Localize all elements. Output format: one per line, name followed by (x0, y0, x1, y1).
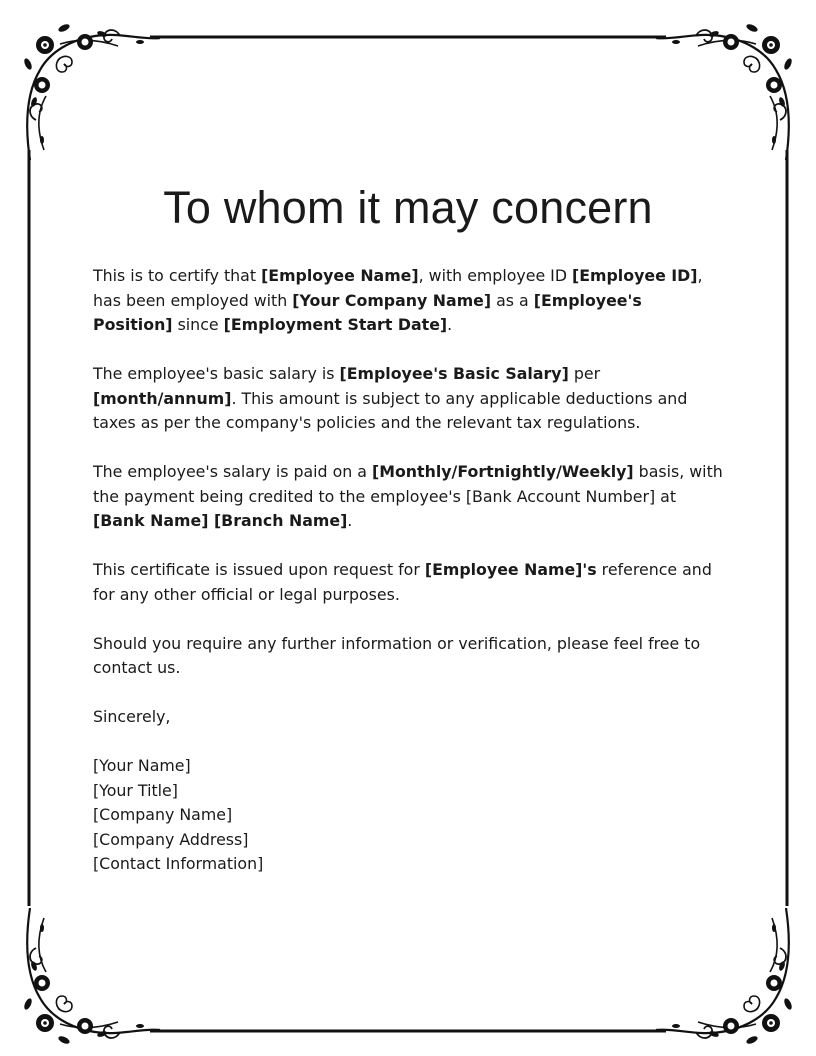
text-segment: . (447, 315, 453, 334)
text-segment: , with employee ID (418, 266, 573, 285)
text-segment: This certificate is issued upon request for (93, 560, 425, 579)
text-segment: . This amount is subject to any applicable deductions and taxes as per the company's policies and the relevant tax regulations. (93, 388, 688, 432)
text-segment: This is to certify that (93, 266, 262, 285)
placeholder-period: [month/annum] (93, 388, 232, 408)
signature-company-name: [Company Name] (93, 805, 233, 824)
text-segment: Should you require any further information or verification, please feel free to contact us. (93, 633, 701, 677)
paragraph-salary (93, 362, 723, 436)
placeholder-basic-salary: [Employee's Basic Salary] (339, 364, 569, 383)
text-segment: basis, with the payment being credited to the employee's [Bank Account Number] at (93, 462, 723, 506)
closing-salutation (93, 705, 723, 730)
text-segment: , has been employed with (93, 266, 703, 310)
corner-ornament-top-left (23, 23, 160, 160)
text-segment: as a (491, 290, 534, 310)
placeholder-employee-id: [Employee ID] (572, 266, 698, 285)
corner-ornament-bottom-left (23, 908, 160, 1045)
text-segment: per (568, 364, 601, 383)
placeholder-employee-name-possessive: [Employee Name]'s (424, 560, 597, 579)
placeholder-start-date: [Employment Start Date] (223, 315, 448, 334)
text-segment: Sincerely, (93, 707, 171, 726)
text-segment: since (172, 315, 224, 334)
text-segment: reference and for any other official or legal purposes. (93, 560, 712, 604)
corner-ornament-bottom-right (656, 908, 793, 1045)
placeholder-employee-name: [Employee Name] (261, 266, 419, 285)
paragraph-payment (93, 460, 723, 534)
paragraph-contact (93, 632, 723, 681)
signature-your-name: [Your Name] (93, 756, 191, 775)
signature-your-title: [Your Title] (93, 780, 178, 800)
placeholder-company-name: [Your Company Name] (292, 290, 492, 310)
signature-company-address: [Company Address] (93, 829, 249, 849)
paragraph-purpose (93, 558, 723, 607)
corner-ornament-top-right (656, 23, 793, 160)
text-segment: The employee's salary is paid on a (93, 462, 372, 481)
letter-body (93, 264, 723, 877)
text-segment: . (347, 511, 353, 530)
text-segment: The employee's basic salary is (93, 364, 340, 383)
signature-block (93, 754, 723, 877)
document-title: To whom it may concern (163, 182, 653, 233)
paragraph-certification (93, 264, 723, 338)
placeholder-bank-branch: [Bank Name] [Branch Name] (93, 511, 348, 530)
placeholder-position: [Employee's Position] (93, 290, 642, 334)
placeholder-pay-frequency: [Monthly/Fortnightly/Weekly] (372, 462, 634, 481)
signature-contact-information: [Contact Information] (93, 854, 264, 873)
